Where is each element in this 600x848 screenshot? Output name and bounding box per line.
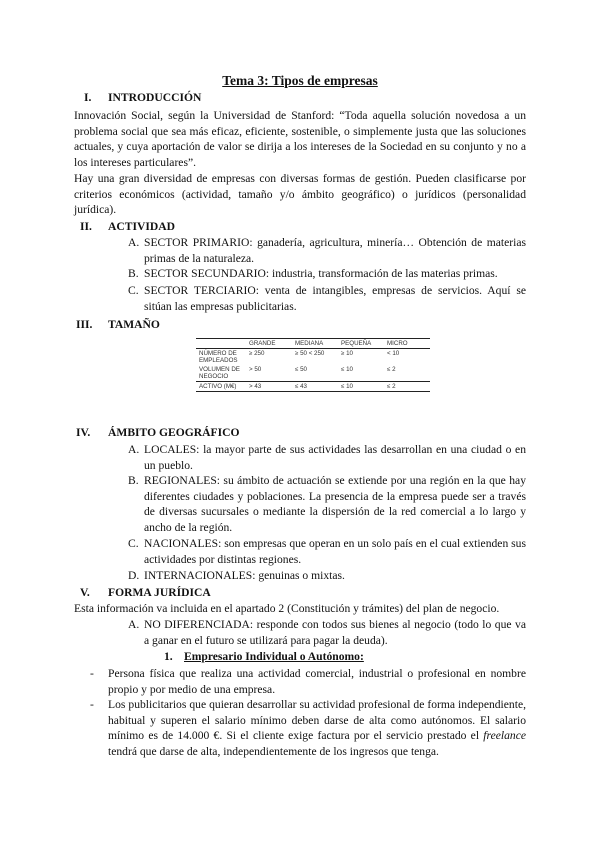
section-2-number: II. [80,220,92,233]
bullet-text-part: Los publicitarios que quieran desarrollar su actividad profesional de forma independiente, habitual y superen el salario mínimo deben darse de alta como autónomos. El salario mínimo es de 14.000 €. Si el cliente exige factura por el servicio prestado el [108,698,526,742]
subsection-number: 1. [164,650,173,663]
list-item-regionales: REGIONALES: su ámbito de actuación se extiende por una región en la que hay diferentes ciudades y poblaciones. La presencia de la empresa puede ser a través de diversas sucursales o mediante la dispersión de la red comercial a lo largo y ancho de la región. [144,474,526,534]
list-item-marker: A. [128,618,140,631]
table-cell: > 50 [249,366,262,373]
table-row [196,382,430,392]
list-item-locales: LOCALES: la mayor parte de sus actividades las desarrollan en una ciudad o en un pueblo. [144,443,526,472]
list-item-sector-primario: SECTOR PRIMARIO: ganadería, agricultura, minería… Obtención de materias primas de la naturaleza. [144,236,526,265]
table-cell: ≤ 2 [384,382,430,392]
section-5-number: V. [80,586,90,599]
list-item-nacionales: NACIONALES: son empresas que operan en un solo país en el cual extienden sus actividades por distintas regiones. [144,537,526,566]
forma-juridica-intro: Esta información va incluida en el apartado 2 (Constitución y trámites) del plan de negocio. [74,602,500,615]
section-1-number: I. [84,91,92,104]
intro-paragraph: Hay una gran diversidad de empresas con diversas formas de gestión. Pueden clasificarse por criterios económicos (actividad, tamaño y/o ámbito geográfico) o jurídicos (personalidad jurídica). [74,172,526,216]
bullet-text-part: tendrá que darse de alta, independientemente de los ingresos que tenga. [108,744,439,758]
list-item-marker: C. [128,284,139,297]
list-item-sector-terciario: SECTOR TERCIARIO: venta de intangibles, empresas de servicios. Aquí se sitúan las empresas publicitarias. [144,284,526,313]
subsection-heading: Empresario Individual o Autónomo: [184,650,364,663]
table-header-cell: MICRO [384,339,430,349]
table-cell: NÚMERO DE EMPLEADOS [199,350,238,364]
table-header-cell [196,339,246,349]
section-1-heading: INTRODUCCIÓN [108,91,202,104]
list-item-marker: B. [128,267,139,280]
list-item-internacionales: INTERNACIONALES: genuinas o mixtas. [144,569,345,582]
section-5-heading: FORMA JURÍDICA [108,586,211,599]
list-item-sector-secundario: SECTOR SECUNDARIO: industria, transformación de las materias primas. [144,267,498,280]
section-4-number: IV. [76,426,91,439]
freelance-term: freelance [483,729,526,742]
table-cell: ACTIVO (M€) [196,382,246,392]
list-item-marker: B. [128,474,139,487]
section-3-heading: TAMAÑO [108,318,160,331]
table-cell: ≤ 10 [338,382,384,392]
table-cell: ≥ 50 < 250 [295,350,325,357]
table-cell: ≤ 50 [295,366,307,373]
table-header-cell: MEDIANA [292,339,338,349]
list-item-marker: C. [128,537,139,550]
table-cell: > 43 [246,382,292,392]
table-row [196,365,430,382]
table-cell: ≥ 250 [249,350,265,357]
bullet-marker: - [90,667,94,680]
bullet-persona-fisica: Persona física que realiza una actividad comercial, industrial o profesional en nombre propio y por medio de una empresa. [108,667,526,696]
table-cell: VOLUMEN DE NEGOCIO [199,366,240,380]
section-2-heading: ACTIVIDAD [108,220,175,233]
table-cell: ≤ 10 [341,366,353,373]
list-item-no-diferenciada: NO DIFERENCIADA: responde con todos sus bienes al negocio (todo lo que va a ganar en el futuro se utilizará para pagar la deuda). [144,618,526,647]
table-cell: ≤ 2 [387,366,396,373]
size-table [196,338,430,392]
table-cell: ≥ 10 [341,350,353,357]
bullet-marker: - [90,698,94,711]
list-item-marker: D. [128,569,140,582]
list-item-marker: A. [128,443,140,456]
section-4-heading: ÁMBITO GEOGRÁFICO [108,426,240,439]
section-3-number: III. [76,318,93,331]
intro-quote: Innovación Social, según la Universidad de Stanford: “Toda aquella solución novedosa a un problema social que sea más eficaz, eficiente, sostenible, o simplemente justa que las soluciones actuales, y cuya aportación de valor se dirija a los intereses de la Sociedad en su conjunto y no a los intereses particulares”. [74,109,526,169]
table-header-cell: GRANDE [246,339,292,349]
table-cell: ≤ 43 [292,382,338,392]
table-row [196,349,430,366]
bullet-publicitarios [108,697,526,759]
list-item-marker: A. [128,236,140,249]
table-cell: < 10 [387,350,400,357]
table-header-cell: PEQUEÑA [338,339,384,349]
page-title: Tema 3: Tipos de empresas [222,73,378,88]
